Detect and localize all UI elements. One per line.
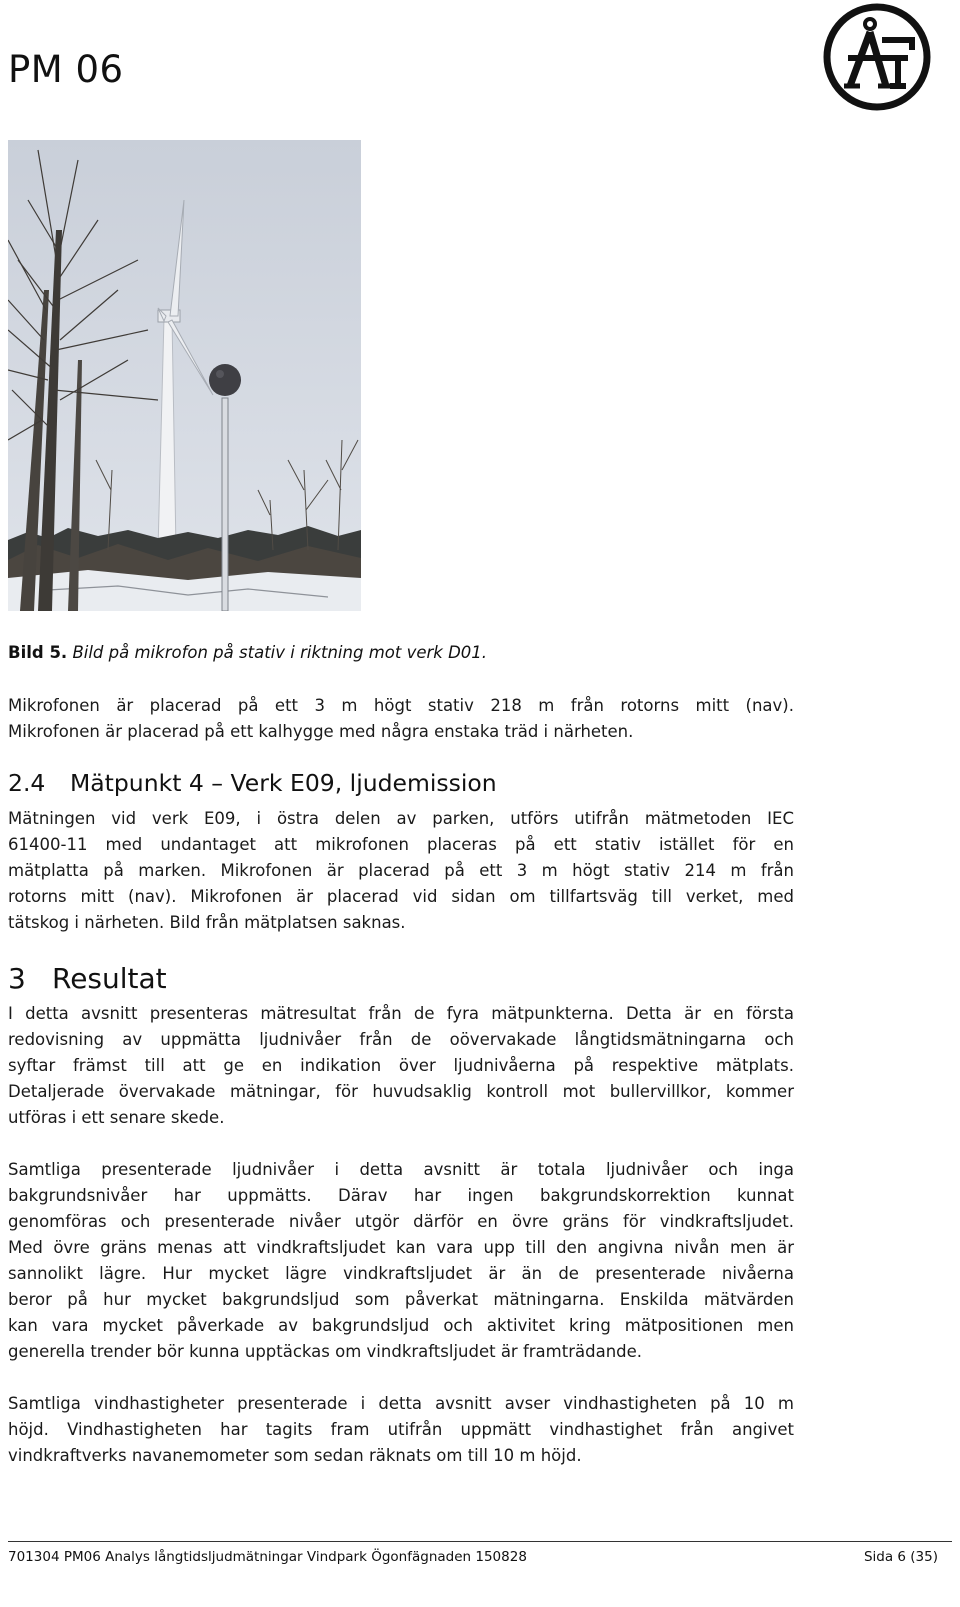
text-line: Detaljerade övervakade mätningar, för huvudsaklig kontroll mot bullervillkor, kommer <box>8 1082 794 1101</box>
text-line: tätskog i närheten. Bild från mätplatsen saknas. <box>8 913 406 932</box>
footer-divider <box>8 1541 952 1542</box>
text-line: Med övre gräns menas att vindkraftsljudet kan vara upp till den angivna nivån men är <box>8 1238 794 1257</box>
paragraph-section-2-4 <box>8 806 794 936</box>
text-line: genomföras och presenterade nivåer utgör därför en övre gräns för vindkraftsljudet. <box>8 1212 794 1231</box>
text-line: Mätningen vid verk E09, i östra delen av parken, utförs utifrån mätmetoden IEC <box>8 809 794 828</box>
text-line: höjd. Vindhastigheten har tagits fram utifrån uppmätt vindhastighet från angivet <box>8 1420 794 1439</box>
af-logo <box>822 2 932 112</box>
paragraph-results-levels <box>8 1157 794 1365</box>
section-number: 2.4 <box>8 769 46 797</box>
footer-document-id: 701304 PM06 Analys långtidsljudmätningar Vindpark Ögonfägnaden 150828 <box>8 1549 527 1565</box>
paragraph-results-intro <box>8 1001 794 1131</box>
text-line: Mikrofonen är placerad på ett kalhygge med några enstaka träd i närheten. <box>8 722 634 741</box>
section-heading-3 <box>8 962 167 995</box>
section-heading-2-4 <box>8 769 497 797</box>
footer-page-number: Sida 6 (35) <box>863 1549 938 1565</box>
section-number: 3 <box>8 962 26 995</box>
text-line: 61400-11 med undantaget att mikrofonen placeras på ett stativ istället för en <box>8 835 794 854</box>
paragraph-results-wind <box>8 1391 794 1469</box>
text-line: vindkraftverks navanemometer som sedan räknats om till 10 m höjd. <box>8 1446 582 1465</box>
photo-microphone-on-tripod <box>8 140 361 611</box>
text-line: I detta avsnitt presenteras mätresultat från de fyra mätpunkterna. Detta är en första <box>8 1004 794 1023</box>
text-line: generella trender bör kunna upptäckas om vindkraftsljudet är framträdande. <box>8 1342 643 1361</box>
paragraph-microphone-placement <box>8 693 794 745</box>
text-line: utföras i ett senare skede. <box>8 1108 225 1127</box>
page-title: PM 06 <box>8 48 124 91</box>
text-line: Samtliga vindhastigheter presenterade i detta avsnitt avser vindhastigheten på 10 m <box>8 1394 794 1413</box>
section-title: Resultat <box>52 962 167 995</box>
caption-label: Bild 5. <box>8 643 68 662</box>
section-title: Mätpunkt 4 – Verk E09, ljudemission <box>70 769 497 797</box>
text-line: Samtliga presenterade ljudnivåer i detta avsnitt är totala ljudnivåer och inga <box>8 1160 794 1179</box>
text-line: bakgrundsnivåer har uppmätts. Därav har ingen bakgrundskorrektion kunnat <box>8 1186 794 1205</box>
text-line: sannolikt lägre. Hur mycket lägre vindkraftsljudet är än de presenterade nivåerna <box>8 1264 794 1283</box>
text-line: redovisning av uppmätta ljudnivåer från de oövervakade långtidsmätningarna och <box>8 1030 794 1049</box>
text-line: kan vara mycket påverkade av bakgrundsljud och aktivitet kring mätpositionen men <box>8 1316 794 1335</box>
text-line: Mikrofonen är placerad på ett 3 m högt stativ 218 m från rotorns mitt (nav). <box>8 696 794 715</box>
text-line: beror på hur mycket bakgrundsljud som påverkat mätningarna. Enskilda mätvärden <box>8 1290 794 1309</box>
text-line: rotorns mitt (nav). Mikrofonen är placerad vid sidan om tillfartsväg till verket, med <box>8 887 794 906</box>
text-line: syftar främst till att ge en indikation över ljudnivåerna på respektive mätplats. <box>8 1056 794 1075</box>
text-line: mätplatta på marken. Mikrofonen är placerad på ett 3 m högt stativ 214 m från <box>8 861 794 880</box>
caption-text: Bild på mikrofon på stativ i riktning mot verk D01. <box>67 643 488 662</box>
figure-caption <box>8 643 487 662</box>
